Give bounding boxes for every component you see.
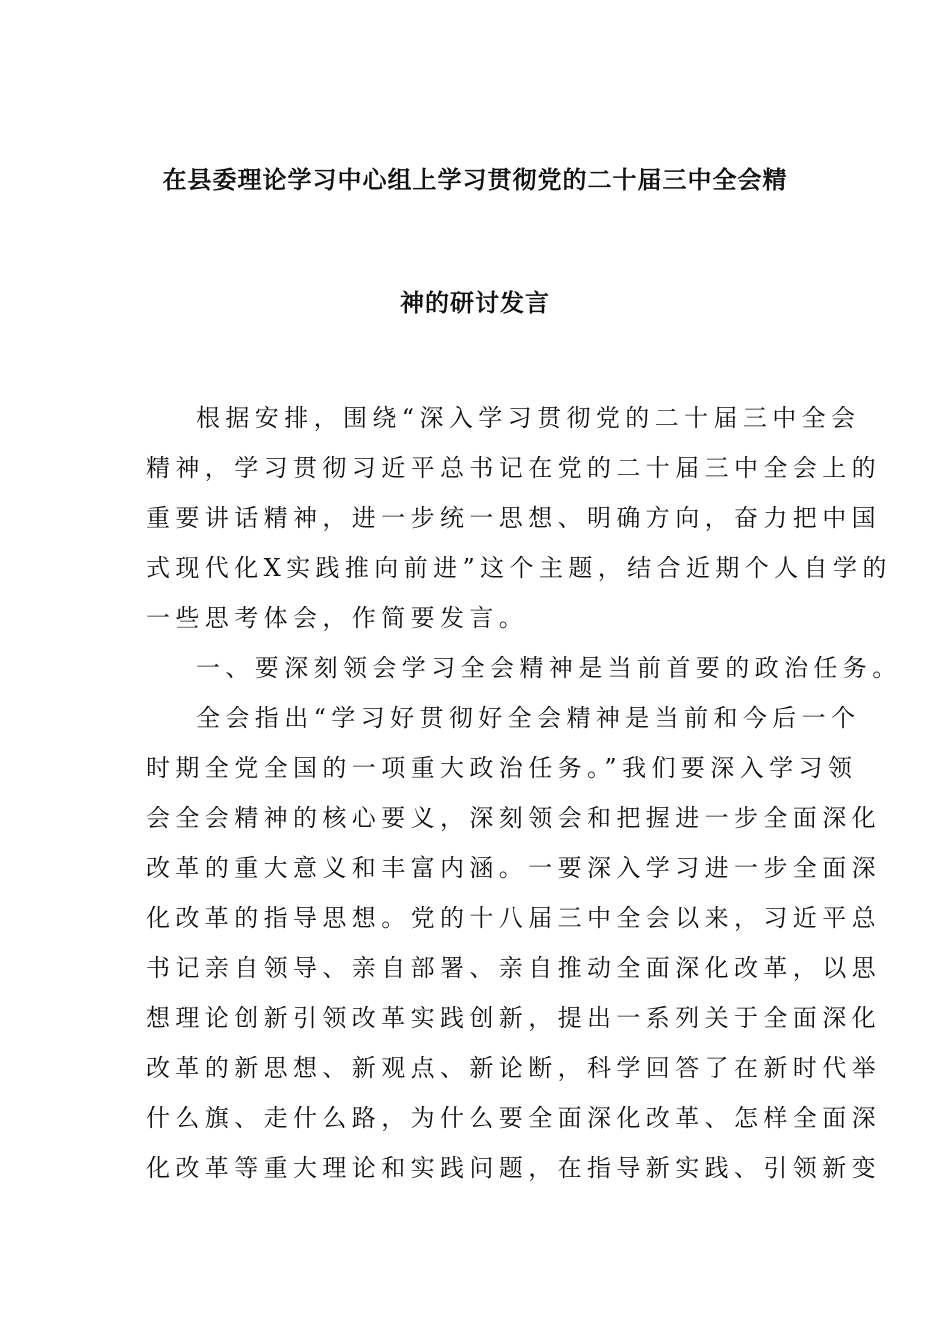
body-line: 化改革等重大理论和实践问题，在指导新实践、引领新变 xyxy=(146,1154,881,1182)
body-line: 改革的新思想、新观点、新论断，科学回答了在新时代举 xyxy=(146,1054,881,1082)
body-line: 一些思考体会，作简要发言。 xyxy=(146,604,529,632)
body-line: 化改革的指导思想。党的十八届三中全会以来，习近平总 xyxy=(146,904,881,932)
body-line: 时期全党全国的一项重大政治任务。”我们要深入学习领 xyxy=(146,754,858,782)
body-line: 一、要深刻领会学习全会精神是当前首要的政治任务。 xyxy=(196,654,902,682)
body-line: 重要讲话精神，进一步统一思想、明确方向，奋力把中国 xyxy=(146,504,881,532)
body-line: 想理论创新引领改革实践创新，提出一系列关于全面深化 xyxy=(146,1004,881,1032)
document-title-line-2: 神的研讨发言 xyxy=(400,288,550,317)
body-line: 会全会精神的核心要义，深刻领会和把握进一步全面深化 xyxy=(146,804,881,832)
document-title-line-1: 在县委理论学习中心组上学习贯彻党的二十届三中全会精 xyxy=(162,165,788,194)
body-line: 根据安排，围绕“深入学习贯彻党的二十届三中全会 xyxy=(196,404,861,432)
body-line: 改革的重大意义和丰富内涵。一要深入学习进一步全面深 xyxy=(146,854,881,882)
body-line: 式现代化X实践推向前进”这个主题，结合近期个人自学的 xyxy=(146,554,892,582)
body-line: 精神，学习贯彻习近平总书记在党的二十届三中全会上的 xyxy=(146,454,881,482)
body-line: 全会指出“学习好贯彻好全会精神是当前和今后一个 xyxy=(196,704,861,732)
body-line: 什么旗、走什么路，为什么要全面深化改革、怎样全面深 xyxy=(146,1104,881,1132)
body-line: 书记亲自领导、亲自部署、亲自推动全面深化改革，以思 xyxy=(146,954,881,982)
